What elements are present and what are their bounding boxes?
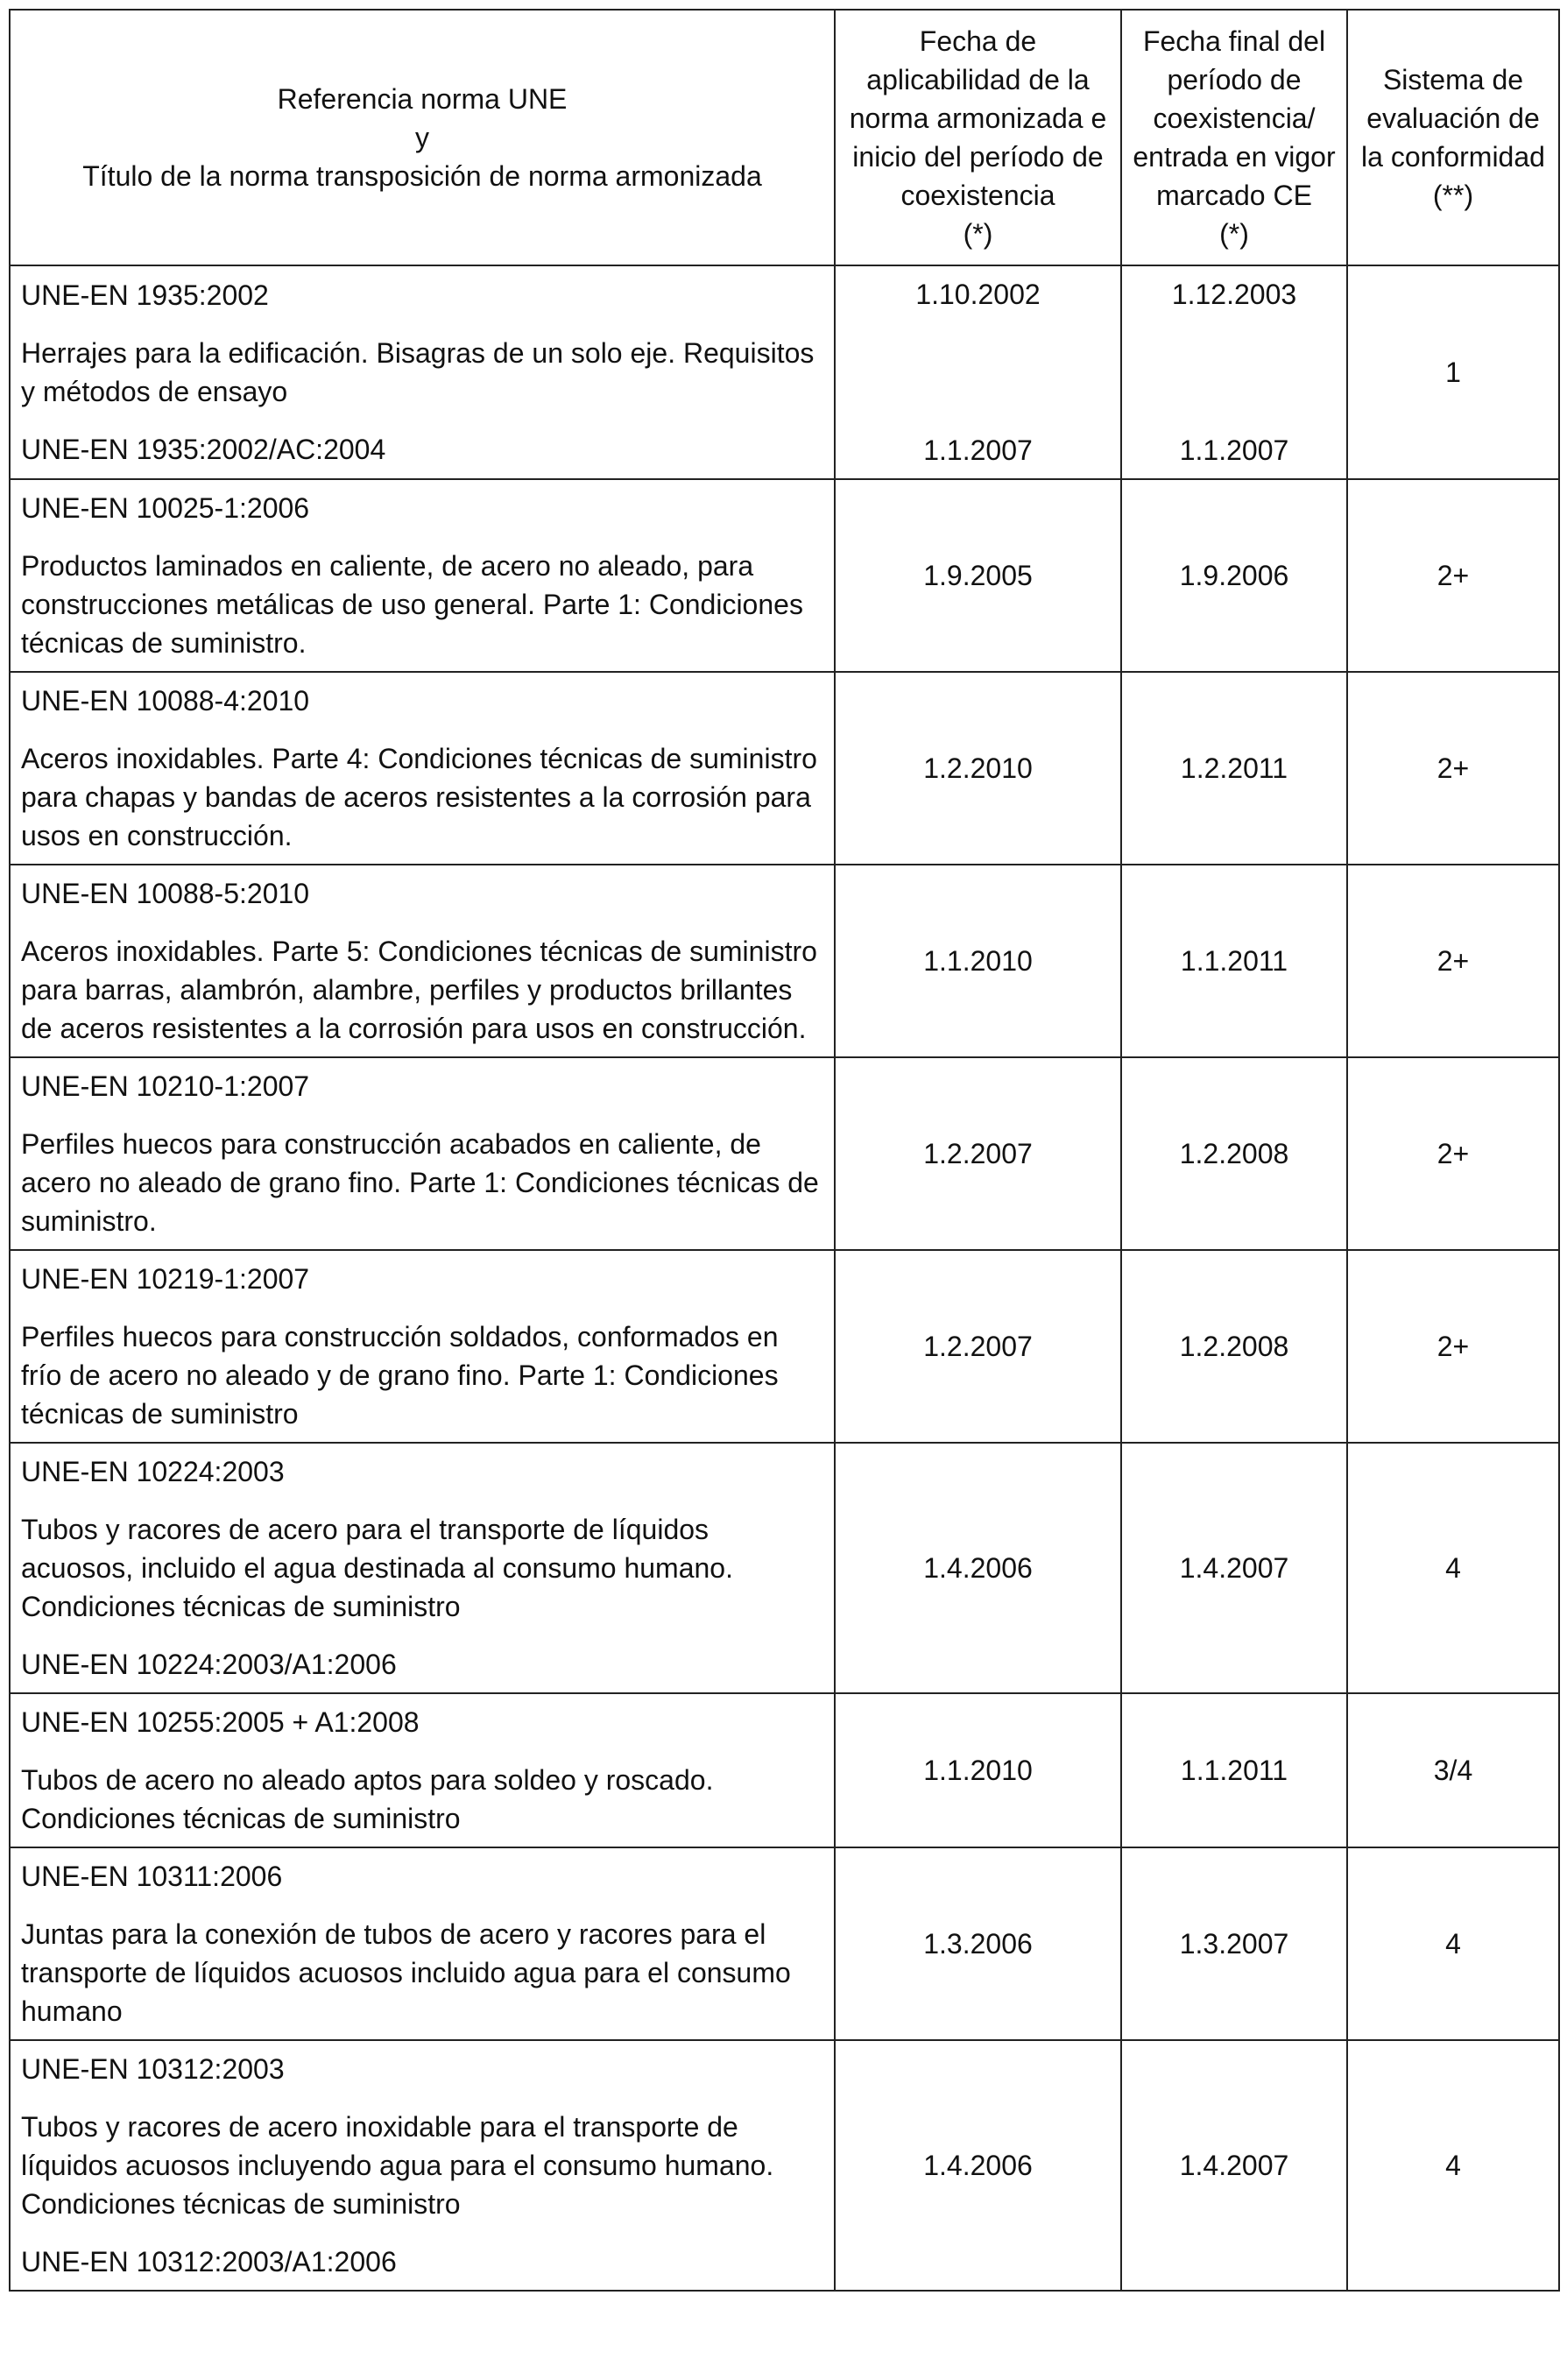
end-date-cell: 1.1.2011	[1121, 1693, 1347, 1847]
applicability-date-cell: 1.4.2006	[835, 1443, 1121, 1693]
conformity-system-cell: 1	[1347, 265, 1559, 479]
applicability-date-cell: 1.4.2006	[835, 2040, 1121, 2291]
table-row	[10, 865, 1559, 1057]
reference-cell	[10, 1057, 835, 1250]
table-row	[10, 1847, 1559, 2040]
standard-title: Juntas para la conexión de tubos de acero y racores para el transporte de líquidos acuosos incluido agua para el consumo humano	[21, 1918, 791, 2027]
applicability-date-cell: 1.2.2010	[835, 672, 1121, 865]
header-reference: Referencia norma UNE y Título de la norma transposición de norma armonizada	[10, 10, 835, 265]
applicability-date-cell: 1.3.2006	[835, 1847, 1121, 2040]
conformity-system-cell: 4	[1347, 1847, 1559, 2040]
applicability-date: 1.10.2002	[915, 279, 1041, 310]
standard-title: Tubos y racores de acero para el transporte de líquidos acuosos, incluido el agua destinada al consumo humano. Condiciones técnicas de suministro	[21, 1514, 733, 1622]
applicability-date-cell: 1.2.2007	[835, 1250, 1121, 1443]
reference-cell	[10, 1250, 835, 1443]
header-applicability-date: Fecha de aplicabilidad de la norma armonizada e inicio del período de coexistencia (*)	[835, 10, 1121, 265]
end-date-cell: 1.2.2011	[1121, 672, 1347, 865]
reference-cell	[10, 479, 835, 672]
conformity-system-cell: 2+	[1347, 479, 1559, 672]
table-row	[10, 1250, 1559, 1443]
applicability-date-cell: 1.2.2007	[835, 1057, 1121, 1250]
standard-reference: UNE-EN 1935:2002	[21, 279, 269, 311]
standard-amendment: UNE-EN 10224:2003/A1:2006	[21, 1649, 397, 1680]
applicability-date-amendment: 1.1.2007	[923, 434, 1033, 466]
applicability-date-cell	[835, 265, 1121, 479]
reference-cell	[10, 1693, 835, 1847]
conformity-system-cell: 2+	[1347, 1250, 1559, 1443]
conformity-system-cell: 3/4	[1347, 1693, 1559, 1847]
document-page	[9, 9, 1558, 2292]
end-date-cell: 1.2.2008	[1121, 1057, 1347, 1250]
end-date-cell	[1121, 265, 1347, 479]
end-date-cell: 1.4.2007	[1121, 1443, 1347, 1693]
standard-reference: UNE-EN 10088-5:2010	[21, 878, 310, 909]
end-date-cell: 1.2.2008	[1121, 1250, 1347, 1443]
standard-reference: UNE-EN 10312:2003	[21, 2053, 285, 2085]
standard-reference: UNE-EN 10311:2006	[21, 1861, 283, 1892]
table-row	[10, 1693, 1559, 1847]
table-row	[10, 1057, 1559, 1250]
reference-cell	[10, 1443, 835, 1693]
standard-title: Aceros inoxidables. Parte 5: Condiciones técnicas de suministro para barras, alambrón, alambre, perfiles y productos brillantes de aceros resistentes a la corrosión para usos en construcción.	[21, 936, 817, 1044]
standard-reference: UNE-EN 10025-1:2006	[21, 492, 310, 524]
standard-reference: UNE-EN 10255:2005 + A1:2008	[21, 1706, 420, 1738]
table-row	[10, 2040, 1559, 2291]
end-date-cell: 1.9.2006	[1121, 479, 1347, 672]
reference-cell	[10, 2040, 835, 2291]
table-row	[10, 1443, 1559, 1693]
standard-amendment: UNE-EN 1935:2002/AC:2004	[21, 434, 386, 465]
conformity-system-cell: 2+	[1347, 865, 1559, 1057]
conformity-system-cell: 2+	[1347, 672, 1559, 865]
standard-reference: UNE-EN 10088-4:2010	[21, 685, 310, 717]
end-date-cell: 1.3.2007	[1121, 1847, 1347, 2040]
header-conformity-system: Sistema de evaluación de la conformidad (**)	[1347, 10, 1559, 265]
standard-title: Perfiles huecos para construcción acabados en caliente, de acero no aleado de grano fino. Parte 1: Condiciones técnicas de suministro.	[21, 1128, 819, 1237]
applicability-date-cell: 1.9.2005	[835, 479, 1121, 672]
conformity-system-cell: 4	[1347, 2040, 1559, 2291]
table-row	[10, 672, 1559, 865]
end-date-amendment: 1.1.2007	[1179, 434, 1289, 466]
reference-cell	[10, 865, 835, 1057]
standard-reference: UNE-EN 10219-1:2007	[21, 1263, 310, 1295]
table-header-row	[10, 10, 1559, 265]
standards-table	[9, 9, 1560, 2292]
reference-cell	[10, 265, 835, 479]
standard-title: Perfiles huecos para construcción soldados, conformados en frío de acero no aleado y de grano fino. Parte 1: Condiciones técnicas de suministro	[21, 1321, 779, 1430]
standard-title: Tubos y racores de acero inoxidable para el transporte de líquidos acuosos incluyendo agua para el consumo humano. Condiciones técnicas de suministro	[21, 2111, 774, 2220]
conformity-system-cell: 2+	[1347, 1057, 1559, 1250]
applicability-date-cell: 1.1.2010	[835, 865, 1121, 1057]
reference-cell	[10, 1847, 835, 2040]
table-row	[10, 479, 1559, 672]
end-date: 1.12.2003	[1171, 279, 1297, 310]
table-row	[10, 265, 1559, 479]
standard-title: Tubos de acero no aleado aptos para soldeo y roscado. Condiciones técnicas de suministro	[21, 1764, 714, 1834]
standard-title: Productos laminados en caliente, de acero no aleado, para construcciones metálicas de uso general. Parte 1: Condiciones técnicas de suministro.	[21, 550, 803, 659]
standard-reference: UNE-EN 10210-1:2007	[21, 1070, 310, 1102]
conformity-system-cell: 4	[1347, 1443, 1559, 1693]
standard-title: Aceros inoxidables. Parte 4: Condiciones técnicas de suministro para chapas y bandas de aceros resistentes a la corrosión para usos en construcción.	[21, 743, 817, 851]
applicability-date-cell: 1.1.2010	[835, 1693, 1121, 1847]
standard-amendment: UNE-EN 10312:2003/A1:2006	[21, 2246, 397, 2278]
reference-cell	[10, 672, 835, 865]
standard-reference: UNE-EN 10224:2003	[21, 1456, 285, 1487]
header-end-coexistence-date: Fecha final del período de coexistencia/ entrada en vigor marcado CE (*)	[1121, 10, 1347, 265]
end-date-cell: 1.4.2007	[1121, 2040, 1347, 2291]
end-date-cell: 1.1.2011	[1121, 865, 1347, 1057]
standard-title: Herrajes para la edificación. Bisagras de un solo eje. Requisitos y métodos de ensayo	[21, 337, 815, 407]
